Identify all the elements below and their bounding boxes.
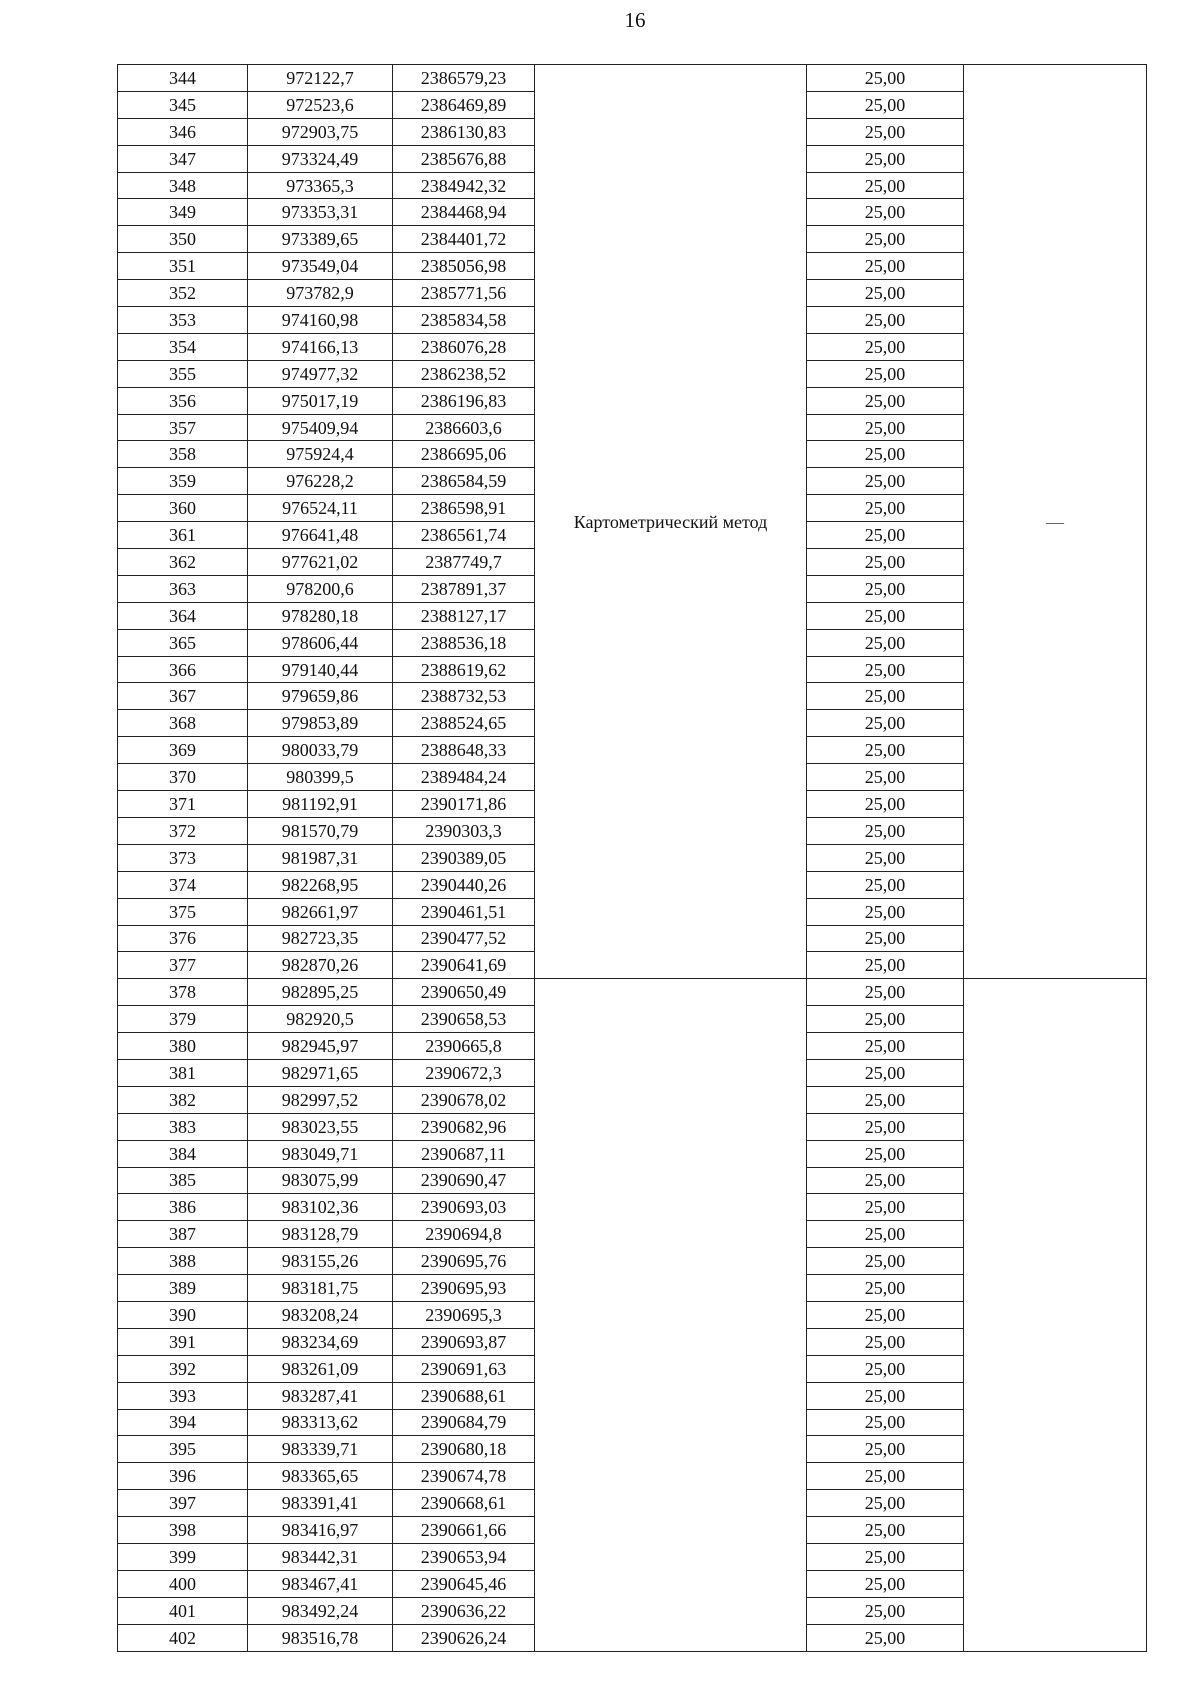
y-coordinate-cell: 2390665,8 bbox=[393, 1033, 535, 1060]
accuracy-cell: 25,00 bbox=[807, 1517, 964, 1544]
point-number-cell: 379 bbox=[118, 1006, 248, 1033]
accuracy-cell: 25,00 bbox=[807, 1570, 964, 1597]
x-coordinate-cell: 972122,7 bbox=[248, 65, 393, 92]
point-number-cell: 351 bbox=[118, 253, 248, 280]
x-coordinate-cell: 976228,2 bbox=[248, 468, 393, 495]
table-row bbox=[118, 979, 1147, 1006]
y-coordinate-cell: 2390658,53 bbox=[393, 1006, 535, 1033]
point-number-cell: 401 bbox=[118, 1597, 248, 1624]
accuracy-cell: 25,00 bbox=[807, 629, 964, 656]
x-coordinate-cell: 978606,44 bbox=[248, 629, 393, 656]
point-number-cell: 395 bbox=[118, 1436, 248, 1463]
accuracy-cell: 25,00 bbox=[807, 844, 964, 871]
y-coordinate-cell: 2385834,58 bbox=[393, 307, 535, 334]
point-number-cell: 368 bbox=[118, 710, 248, 737]
x-coordinate-cell: 982870,26 bbox=[248, 952, 393, 979]
point-number-cell: 369 bbox=[118, 737, 248, 764]
x-coordinate-cell: 983023,55 bbox=[248, 1113, 393, 1140]
y-coordinate-cell: 2389484,24 bbox=[393, 764, 535, 791]
point-number-cell: 363 bbox=[118, 575, 248, 602]
x-coordinate-cell: 975924,4 bbox=[248, 441, 393, 468]
accuracy-cell: 25,00 bbox=[807, 1086, 964, 1113]
point-number-cell: 394 bbox=[118, 1409, 248, 1436]
point-number-cell: 356 bbox=[118, 387, 248, 414]
accuracy-cell: 25,00 bbox=[807, 1140, 964, 1167]
point-number-cell: 353 bbox=[118, 307, 248, 334]
x-coordinate-cell: 983075,99 bbox=[248, 1167, 393, 1194]
accuracy-cell: 25,00 bbox=[807, 1248, 964, 1275]
accuracy-cell: 25,00 bbox=[807, 1436, 964, 1463]
y-coordinate-cell: 2388524,65 bbox=[393, 710, 535, 737]
y-coordinate-cell: 2385771,56 bbox=[393, 280, 535, 307]
accuracy-cell: 25,00 bbox=[807, 710, 964, 737]
y-coordinate-cell: 2390694,8 bbox=[393, 1221, 535, 1248]
y-coordinate-cell: 2390641,69 bbox=[393, 952, 535, 979]
x-coordinate-cell: 973324,49 bbox=[248, 145, 393, 172]
accuracy-cell: 25,00 bbox=[807, 172, 964, 199]
accuracy-cell: 25,00 bbox=[807, 1624, 964, 1651]
point-number-cell: 376 bbox=[118, 925, 248, 952]
x-coordinate-cell: 972903,75 bbox=[248, 118, 393, 145]
x-coordinate-cell: 975409,94 bbox=[248, 414, 393, 441]
accuracy-cell: 25,00 bbox=[807, 1006, 964, 1033]
y-coordinate-cell: 2390688,61 bbox=[393, 1382, 535, 1409]
accuracy-cell: 25,00 bbox=[807, 333, 964, 360]
accuracy-cell: 25,00 bbox=[807, 1059, 964, 1086]
point-number-cell: 396 bbox=[118, 1463, 248, 1490]
y-coordinate-cell: 2390695,93 bbox=[393, 1275, 535, 1302]
accuracy-cell: 25,00 bbox=[807, 441, 964, 468]
point-number-cell: 397 bbox=[118, 1490, 248, 1517]
x-coordinate-cell: 979853,89 bbox=[248, 710, 393, 737]
x-coordinate-cell: 976641,48 bbox=[248, 522, 393, 549]
point-number-cell: 360 bbox=[118, 495, 248, 522]
x-coordinate-cell: 973549,04 bbox=[248, 253, 393, 280]
y-coordinate-cell: 2390661,66 bbox=[393, 1517, 535, 1544]
x-coordinate-cell: 982723,35 bbox=[248, 925, 393, 952]
x-coordinate-cell: 983339,71 bbox=[248, 1436, 393, 1463]
x-coordinate-cell: 978280,18 bbox=[248, 602, 393, 629]
point-number-cell: 386 bbox=[118, 1194, 248, 1221]
x-coordinate-cell: 982920,5 bbox=[248, 1006, 393, 1033]
x-coordinate-cell: 978200,6 bbox=[248, 575, 393, 602]
point-number-cell: 347 bbox=[118, 145, 248, 172]
y-coordinate-cell: 2390668,61 bbox=[393, 1490, 535, 1517]
y-coordinate-cell: 2386579,23 bbox=[393, 65, 535, 92]
accuracy-cell: 25,00 bbox=[807, 871, 964, 898]
point-number-cell: 400 bbox=[118, 1570, 248, 1597]
point-number-cell: 370 bbox=[118, 764, 248, 791]
accuracy-cell: 25,00 bbox=[807, 280, 964, 307]
method-cell bbox=[535, 979, 807, 1651]
note-cell bbox=[964, 979, 1147, 1651]
accuracy-cell: 25,00 bbox=[807, 65, 964, 92]
y-coordinate-cell: 2390684,79 bbox=[393, 1409, 535, 1436]
point-number-cell: 366 bbox=[118, 656, 248, 683]
y-coordinate-cell: 2386603,6 bbox=[393, 414, 535, 441]
accuracy-cell: 25,00 bbox=[807, 656, 964, 683]
y-coordinate-cell: 2390626,24 bbox=[393, 1624, 535, 1651]
x-coordinate-cell: 983442,31 bbox=[248, 1543, 393, 1570]
y-coordinate-cell: 2390303,3 bbox=[393, 817, 535, 844]
accuracy-cell: 25,00 bbox=[807, 575, 964, 602]
point-number-cell: 350 bbox=[118, 226, 248, 253]
y-coordinate-cell: 2386695,06 bbox=[393, 441, 535, 468]
accuracy-cell: 25,00 bbox=[807, 468, 964, 495]
y-coordinate-cell: 2386196,83 bbox=[393, 387, 535, 414]
point-number-cell: 349 bbox=[118, 199, 248, 226]
x-coordinate-cell: 983234,69 bbox=[248, 1328, 393, 1355]
page-number: 16 bbox=[624, 8, 646, 32]
y-coordinate-cell: 2386076,28 bbox=[393, 333, 535, 360]
x-coordinate-cell: 983492,24 bbox=[248, 1597, 393, 1624]
accuracy-cell: 25,00 bbox=[807, 495, 964, 522]
accuracy-cell: 25,00 bbox=[807, 199, 964, 226]
y-coordinate-cell: 2390678,02 bbox=[393, 1086, 535, 1113]
x-coordinate-cell: 983155,26 bbox=[248, 1248, 393, 1275]
point-number-cell: 346 bbox=[118, 118, 248, 145]
accuracy-cell: 25,00 bbox=[807, 1409, 964, 1436]
y-coordinate-cell: 2390645,46 bbox=[393, 1570, 535, 1597]
accuracy-cell: 25,00 bbox=[807, 549, 964, 576]
x-coordinate-cell: 983287,41 bbox=[248, 1382, 393, 1409]
y-coordinate-cell: 2384401,72 bbox=[393, 226, 535, 253]
accuracy-cell: 25,00 bbox=[807, 925, 964, 952]
y-coordinate-cell: 2390674,78 bbox=[393, 1463, 535, 1490]
x-coordinate-cell: 982945,97 bbox=[248, 1033, 393, 1060]
y-coordinate-cell: 2388127,17 bbox=[393, 602, 535, 629]
x-coordinate-cell: 983416,97 bbox=[248, 1517, 393, 1544]
point-number-cell: 361 bbox=[118, 522, 248, 549]
point-number-cell: 380 bbox=[118, 1033, 248, 1060]
accuracy-cell: 25,00 bbox=[807, 1194, 964, 1221]
y-coordinate-cell: 2390687,11 bbox=[393, 1140, 535, 1167]
x-coordinate-cell: 983208,24 bbox=[248, 1301, 393, 1328]
accuracy-cell: 25,00 bbox=[807, 1463, 964, 1490]
accuracy-cell: 25,00 bbox=[807, 1275, 964, 1302]
note-cell: — bbox=[964, 65, 1147, 979]
point-number-cell: 352 bbox=[118, 280, 248, 307]
accuracy-cell: 25,00 bbox=[807, 1167, 964, 1194]
y-coordinate-cell: 2385056,98 bbox=[393, 253, 535, 280]
table-row bbox=[118, 65, 1147, 92]
point-number-cell: 344 bbox=[118, 65, 248, 92]
y-coordinate-cell: 2390636,22 bbox=[393, 1597, 535, 1624]
x-coordinate-cell: 983102,36 bbox=[248, 1194, 393, 1221]
y-coordinate-cell: 2390477,52 bbox=[393, 925, 535, 952]
accuracy-cell: 25,00 bbox=[807, 226, 964, 253]
point-number-cell: 392 bbox=[118, 1355, 248, 1382]
x-coordinate-cell: 975017,19 bbox=[248, 387, 393, 414]
x-coordinate-cell: 982661,97 bbox=[248, 898, 393, 925]
accuracy-cell: 25,00 bbox=[807, 764, 964, 791]
point-number-cell: 348 bbox=[118, 172, 248, 199]
method-cell: Картометрический метод bbox=[535, 65, 807, 979]
coordinates-table-body bbox=[118, 65, 1147, 1652]
point-number-cell: 387 bbox=[118, 1221, 248, 1248]
point-number-cell: 402 bbox=[118, 1624, 248, 1651]
accuracy-cell: 25,00 bbox=[807, 791, 964, 818]
x-coordinate-cell: 979659,86 bbox=[248, 683, 393, 710]
x-coordinate-cell: 983467,41 bbox=[248, 1570, 393, 1597]
y-coordinate-cell: 2390389,05 bbox=[393, 844, 535, 871]
x-coordinate-cell: 983313,62 bbox=[248, 1409, 393, 1436]
x-coordinate-cell: 981987,31 bbox=[248, 844, 393, 871]
x-coordinate-cell: 983261,09 bbox=[248, 1355, 393, 1382]
point-number-cell: 384 bbox=[118, 1140, 248, 1167]
point-number-cell: 358 bbox=[118, 441, 248, 468]
accuracy-cell: 25,00 bbox=[807, 307, 964, 334]
y-coordinate-cell: 2386598,91 bbox=[393, 495, 535, 522]
accuracy-cell: 25,00 bbox=[807, 360, 964, 387]
y-coordinate-cell: 2388732,53 bbox=[393, 683, 535, 710]
y-coordinate-cell: 2386238,52 bbox=[393, 360, 535, 387]
y-coordinate-cell: 2386584,59 bbox=[393, 468, 535, 495]
x-coordinate-cell: 981570,79 bbox=[248, 817, 393, 844]
x-coordinate-cell: 983181,75 bbox=[248, 1275, 393, 1302]
x-coordinate-cell: 982971,65 bbox=[248, 1059, 393, 1086]
point-number-cell: 382 bbox=[118, 1086, 248, 1113]
y-coordinate-cell: 2390693,03 bbox=[393, 1194, 535, 1221]
accuracy-cell: 25,00 bbox=[807, 979, 964, 1006]
point-number-cell: 372 bbox=[118, 817, 248, 844]
accuracy-cell: 25,00 bbox=[807, 1301, 964, 1328]
point-number-cell: 383 bbox=[118, 1113, 248, 1140]
point-number-cell: 377 bbox=[118, 952, 248, 979]
x-coordinate-cell: 972523,6 bbox=[248, 91, 393, 118]
x-coordinate-cell: 980399,5 bbox=[248, 764, 393, 791]
x-coordinate-cell: 982268,95 bbox=[248, 871, 393, 898]
accuracy-cell: 25,00 bbox=[807, 1490, 964, 1517]
y-coordinate-cell: 2384468,94 bbox=[393, 199, 535, 226]
x-coordinate-cell: 973782,9 bbox=[248, 280, 393, 307]
y-coordinate-cell: 2390695,76 bbox=[393, 1248, 535, 1275]
point-number-cell: 389 bbox=[118, 1275, 248, 1302]
point-number-cell: 357 bbox=[118, 414, 248, 441]
point-number-cell: 355 bbox=[118, 360, 248, 387]
point-number-cell: 365 bbox=[118, 629, 248, 656]
point-number-cell: 393 bbox=[118, 1382, 248, 1409]
accuracy-cell: 25,00 bbox=[807, 1597, 964, 1624]
point-number-cell: 359 bbox=[118, 468, 248, 495]
accuracy-cell: 25,00 bbox=[807, 1113, 964, 1140]
point-number-cell: 385 bbox=[118, 1167, 248, 1194]
x-coordinate-cell: 974160,98 bbox=[248, 307, 393, 334]
y-coordinate-cell: 2390650,49 bbox=[393, 979, 535, 1006]
x-coordinate-cell: 973365,3 bbox=[248, 172, 393, 199]
accuracy-cell: 25,00 bbox=[807, 387, 964, 414]
y-coordinate-cell: 2387891,37 bbox=[393, 575, 535, 602]
y-coordinate-cell: 2390695,3 bbox=[393, 1301, 535, 1328]
x-coordinate-cell: 980033,79 bbox=[248, 737, 393, 764]
y-coordinate-cell: 2390440,26 bbox=[393, 871, 535, 898]
point-number-cell: 390 bbox=[118, 1301, 248, 1328]
y-coordinate-cell: 2388619,62 bbox=[393, 656, 535, 683]
x-coordinate-cell: 983391,41 bbox=[248, 1490, 393, 1517]
x-coordinate-cell: 982997,52 bbox=[248, 1086, 393, 1113]
y-coordinate-cell: 2390691,63 bbox=[393, 1355, 535, 1382]
accuracy-cell: 25,00 bbox=[807, 1355, 964, 1382]
accuracy-cell: 25,00 bbox=[807, 898, 964, 925]
y-coordinate-cell: 2390682,96 bbox=[393, 1113, 535, 1140]
x-coordinate-cell: 979140,44 bbox=[248, 656, 393, 683]
x-coordinate-cell: 976524,11 bbox=[248, 495, 393, 522]
x-coordinate-cell: 983516,78 bbox=[248, 1624, 393, 1651]
accuracy-cell: 25,00 bbox=[807, 522, 964, 549]
accuracy-cell: 25,00 bbox=[807, 118, 964, 145]
point-number-cell: 367 bbox=[118, 683, 248, 710]
y-coordinate-cell: 2390653,94 bbox=[393, 1543, 535, 1570]
y-coordinate-cell: 2387749,7 bbox=[393, 549, 535, 576]
point-number-cell: 381 bbox=[118, 1059, 248, 1086]
point-number-cell: 375 bbox=[118, 898, 248, 925]
x-coordinate-cell: 983128,79 bbox=[248, 1221, 393, 1248]
x-coordinate-cell: 977621,02 bbox=[248, 549, 393, 576]
y-coordinate-cell: 2388648,33 bbox=[393, 737, 535, 764]
x-coordinate-cell: 981192,91 bbox=[248, 791, 393, 818]
accuracy-cell: 25,00 bbox=[807, 817, 964, 844]
accuracy-cell: 25,00 bbox=[807, 145, 964, 172]
y-coordinate-cell: 2390171,86 bbox=[393, 791, 535, 818]
point-number-cell: 373 bbox=[118, 844, 248, 871]
point-number-cell: 354 bbox=[118, 333, 248, 360]
accuracy-cell: 25,00 bbox=[807, 1543, 964, 1570]
point-number-cell: 388 bbox=[118, 1248, 248, 1275]
accuracy-cell: 25,00 bbox=[807, 1033, 964, 1060]
x-coordinate-cell: 974166,13 bbox=[248, 333, 393, 360]
y-coordinate-cell: 2385676,88 bbox=[393, 145, 535, 172]
y-coordinate-cell: 2390690,47 bbox=[393, 1167, 535, 1194]
point-number-cell: 374 bbox=[118, 871, 248, 898]
accuracy-cell: 25,00 bbox=[807, 1328, 964, 1355]
y-coordinate-cell: 2386469,89 bbox=[393, 91, 535, 118]
x-coordinate-cell: 973389,65 bbox=[248, 226, 393, 253]
accuracy-cell: 25,00 bbox=[807, 91, 964, 118]
accuracy-cell: 25,00 bbox=[807, 952, 964, 979]
accuracy-cell: 25,00 bbox=[807, 414, 964, 441]
y-coordinate-cell: 2388536,18 bbox=[393, 629, 535, 656]
x-coordinate-cell: 983049,71 bbox=[248, 1140, 393, 1167]
x-coordinate-cell: 983365,65 bbox=[248, 1463, 393, 1490]
point-number-cell: 398 bbox=[118, 1517, 248, 1544]
y-coordinate-cell: 2386130,83 bbox=[393, 118, 535, 145]
y-coordinate-cell: 2390680,18 bbox=[393, 1436, 535, 1463]
point-number-cell: 391 bbox=[118, 1328, 248, 1355]
point-number-cell: 364 bbox=[118, 602, 248, 629]
y-coordinate-cell: 2384942,32 bbox=[393, 172, 535, 199]
accuracy-cell: 25,00 bbox=[807, 683, 964, 710]
x-coordinate-cell: 982895,25 bbox=[248, 979, 393, 1006]
y-coordinate-cell: 2390672,3 bbox=[393, 1059, 535, 1086]
x-coordinate-cell: 973353,31 bbox=[248, 199, 393, 226]
point-number-cell: 399 bbox=[118, 1543, 248, 1570]
accuracy-cell: 25,00 bbox=[807, 253, 964, 280]
accuracy-cell: 25,00 bbox=[807, 602, 964, 629]
coordinates-table bbox=[117, 64, 1147, 1652]
point-number-cell: 371 bbox=[118, 791, 248, 818]
accuracy-cell: 25,00 bbox=[807, 1382, 964, 1409]
point-number-cell: 345 bbox=[118, 91, 248, 118]
accuracy-cell: 25,00 bbox=[807, 1221, 964, 1248]
y-coordinate-cell: 2390693,87 bbox=[393, 1328, 535, 1355]
y-coordinate-cell: 2390461,51 bbox=[393, 898, 535, 925]
accuracy-cell: 25,00 bbox=[807, 737, 964, 764]
y-coordinate-cell: 2386561,74 bbox=[393, 522, 535, 549]
point-number-cell: 378 bbox=[118, 979, 248, 1006]
point-number-cell: 362 bbox=[118, 549, 248, 576]
x-coordinate-cell: 974977,32 bbox=[248, 360, 393, 387]
